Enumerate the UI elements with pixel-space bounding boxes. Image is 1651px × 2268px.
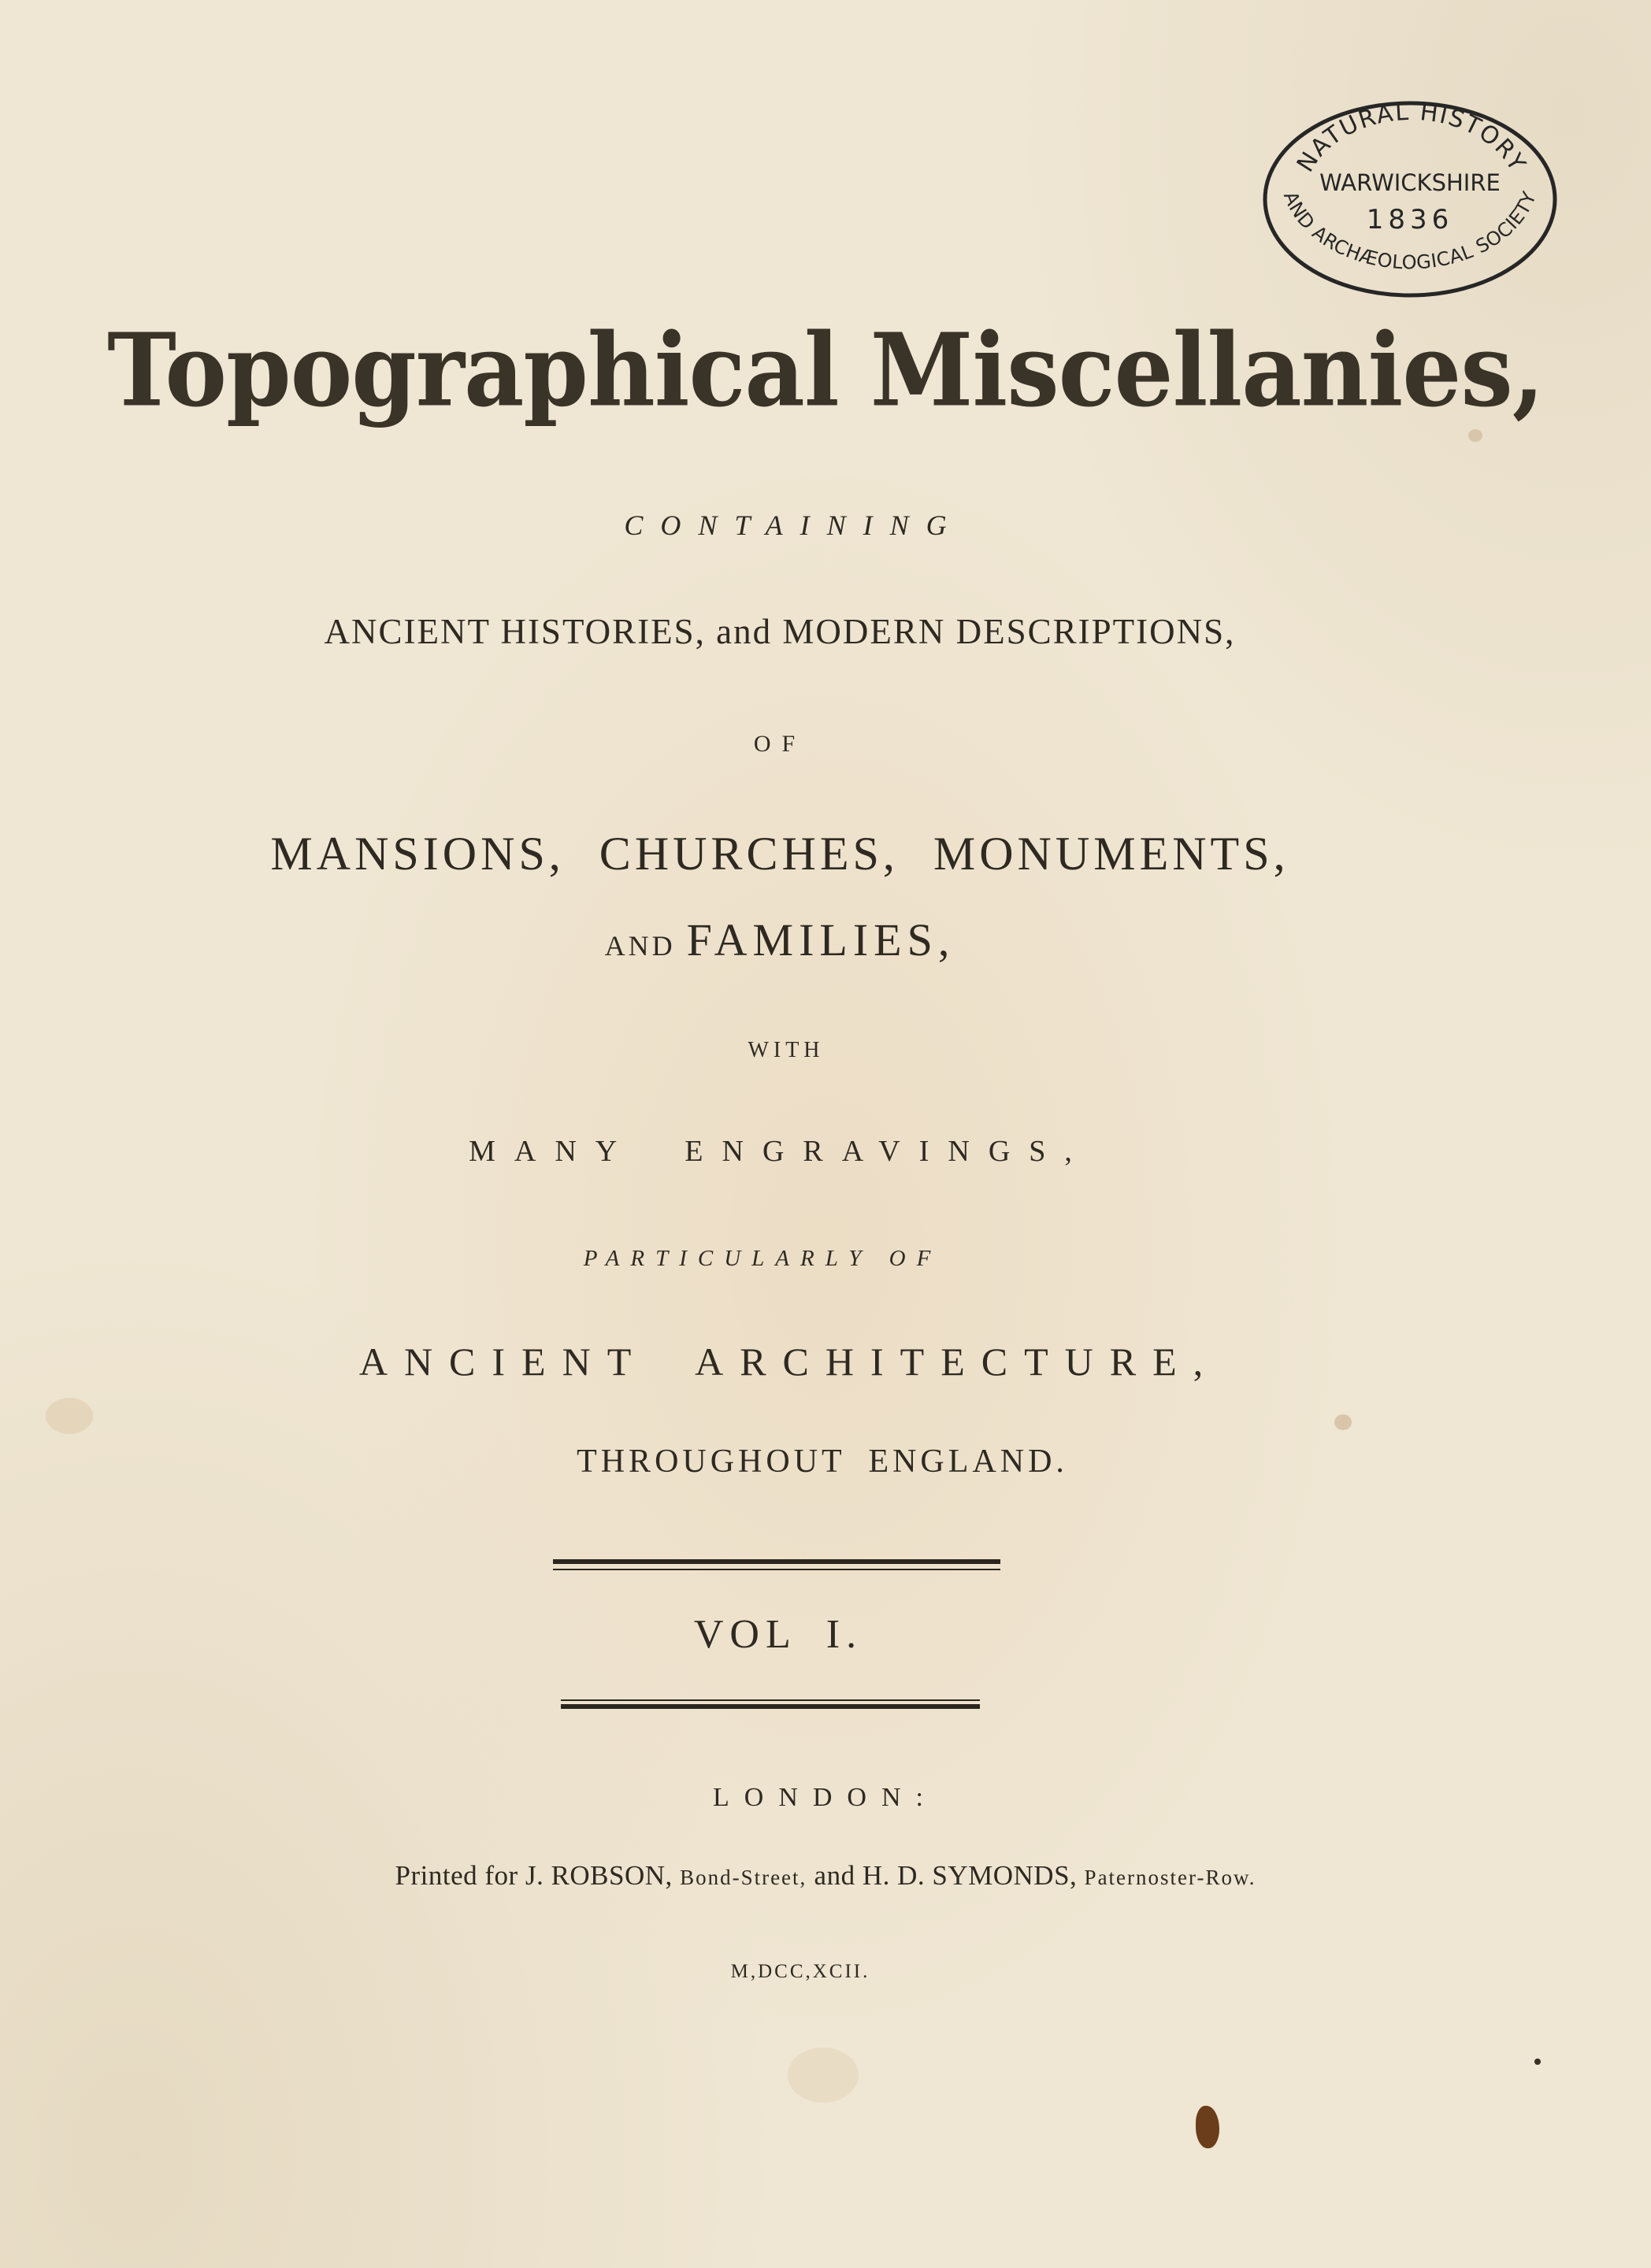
subtitle-throughout-england: THROUGHOUT ENGLAND. — [577, 1443, 1068, 1480]
paper-fox-mark — [1334, 1414, 1352, 1430]
subtitle-particularly-of: PARTICULARLY OF — [583, 1246, 942, 1271]
imprint-printers — [0, 1860, 1651, 1892]
paper-fox-mark — [1468, 429, 1482, 442]
library-stamp — [1256, 96, 1564, 302]
subtitle-and: AND — [604, 930, 676, 962]
subtitle-with: WITH — [748, 1038, 825, 1062]
imprint-paternoster-row: Paternoster-Row. — [1084, 1866, 1256, 1889]
bottom-double-rule-thin — [561, 1699, 980, 1701]
subtitle-families — [0, 914, 1605, 966]
paper-fox-mark — [1534, 2059, 1541, 2065]
rust-spot — [1196, 2106, 1219, 2148]
subtitle-ancient-architecture: ANCIENT ARCHITECTURE, — [358, 1340, 1220, 1384]
imprint-place: LONDON: — [713, 1783, 938, 1812]
stamp-year-text: 1836 — [1366, 204, 1454, 235]
paper-fox-mark — [46, 1398, 93, 1434]
subtitle-mansions: MANSIONS, CHURCHES, MONUMENTS, — [270, 828, 1289, 880]
bottom-double-rule-thick — [561, 1704, 980, 1709]
subtitle-ancient-histories: ANCIENT HISTORIES, and MODERN DESCRIPTIONS, — [324, 612, 1236, 651]
top-double-rule-thick — [553, 1559, 1000, 1564]
book-title: Topographical Miscellanies, — [107, 310, 1544, 429]
stamp-arc-bottom-text: AND ARCHÆOLOGICAL SOCIETY — [1278, 188, 1541, 274]
paper-fox-mark — [788, 2048, 859, 2103]
imprint-date: M,DCC,XCII. — [730, 1961, 870, 1982]
stamp-middle-text: WARWICKSHIRE — [1319, 169, 1501, 196]
stamp-arc-top-text: NATURAL HISTORY — [1291, 98, 1532, 177]
subtitle-of: OF — [753, 731, 807, 757]
subtitle-containing: CONTAINING — [624, 510, 964, 541]
imprint-printed-for: Printed for J. ROBSON, — [395, 1860, 673, 1891]
top-double-rule-thin — [553, 1569, 1000, 1570]
volume-number: VOL I. — [693, 1612, 863, 1657]
imprint-and-symonds: and H. D. SYMONDS, — [814, 1860, 1078, 1891]
subtitle-families-word: FAMILIES, — [686, 914, 955, 965]
subtitle-many-engravings: MANY ENGRAVINGS, — [469, 1135, 1091, 1168]
imprint-bond-street: Bond-Street, — [680, 1866, 807, 1889]
